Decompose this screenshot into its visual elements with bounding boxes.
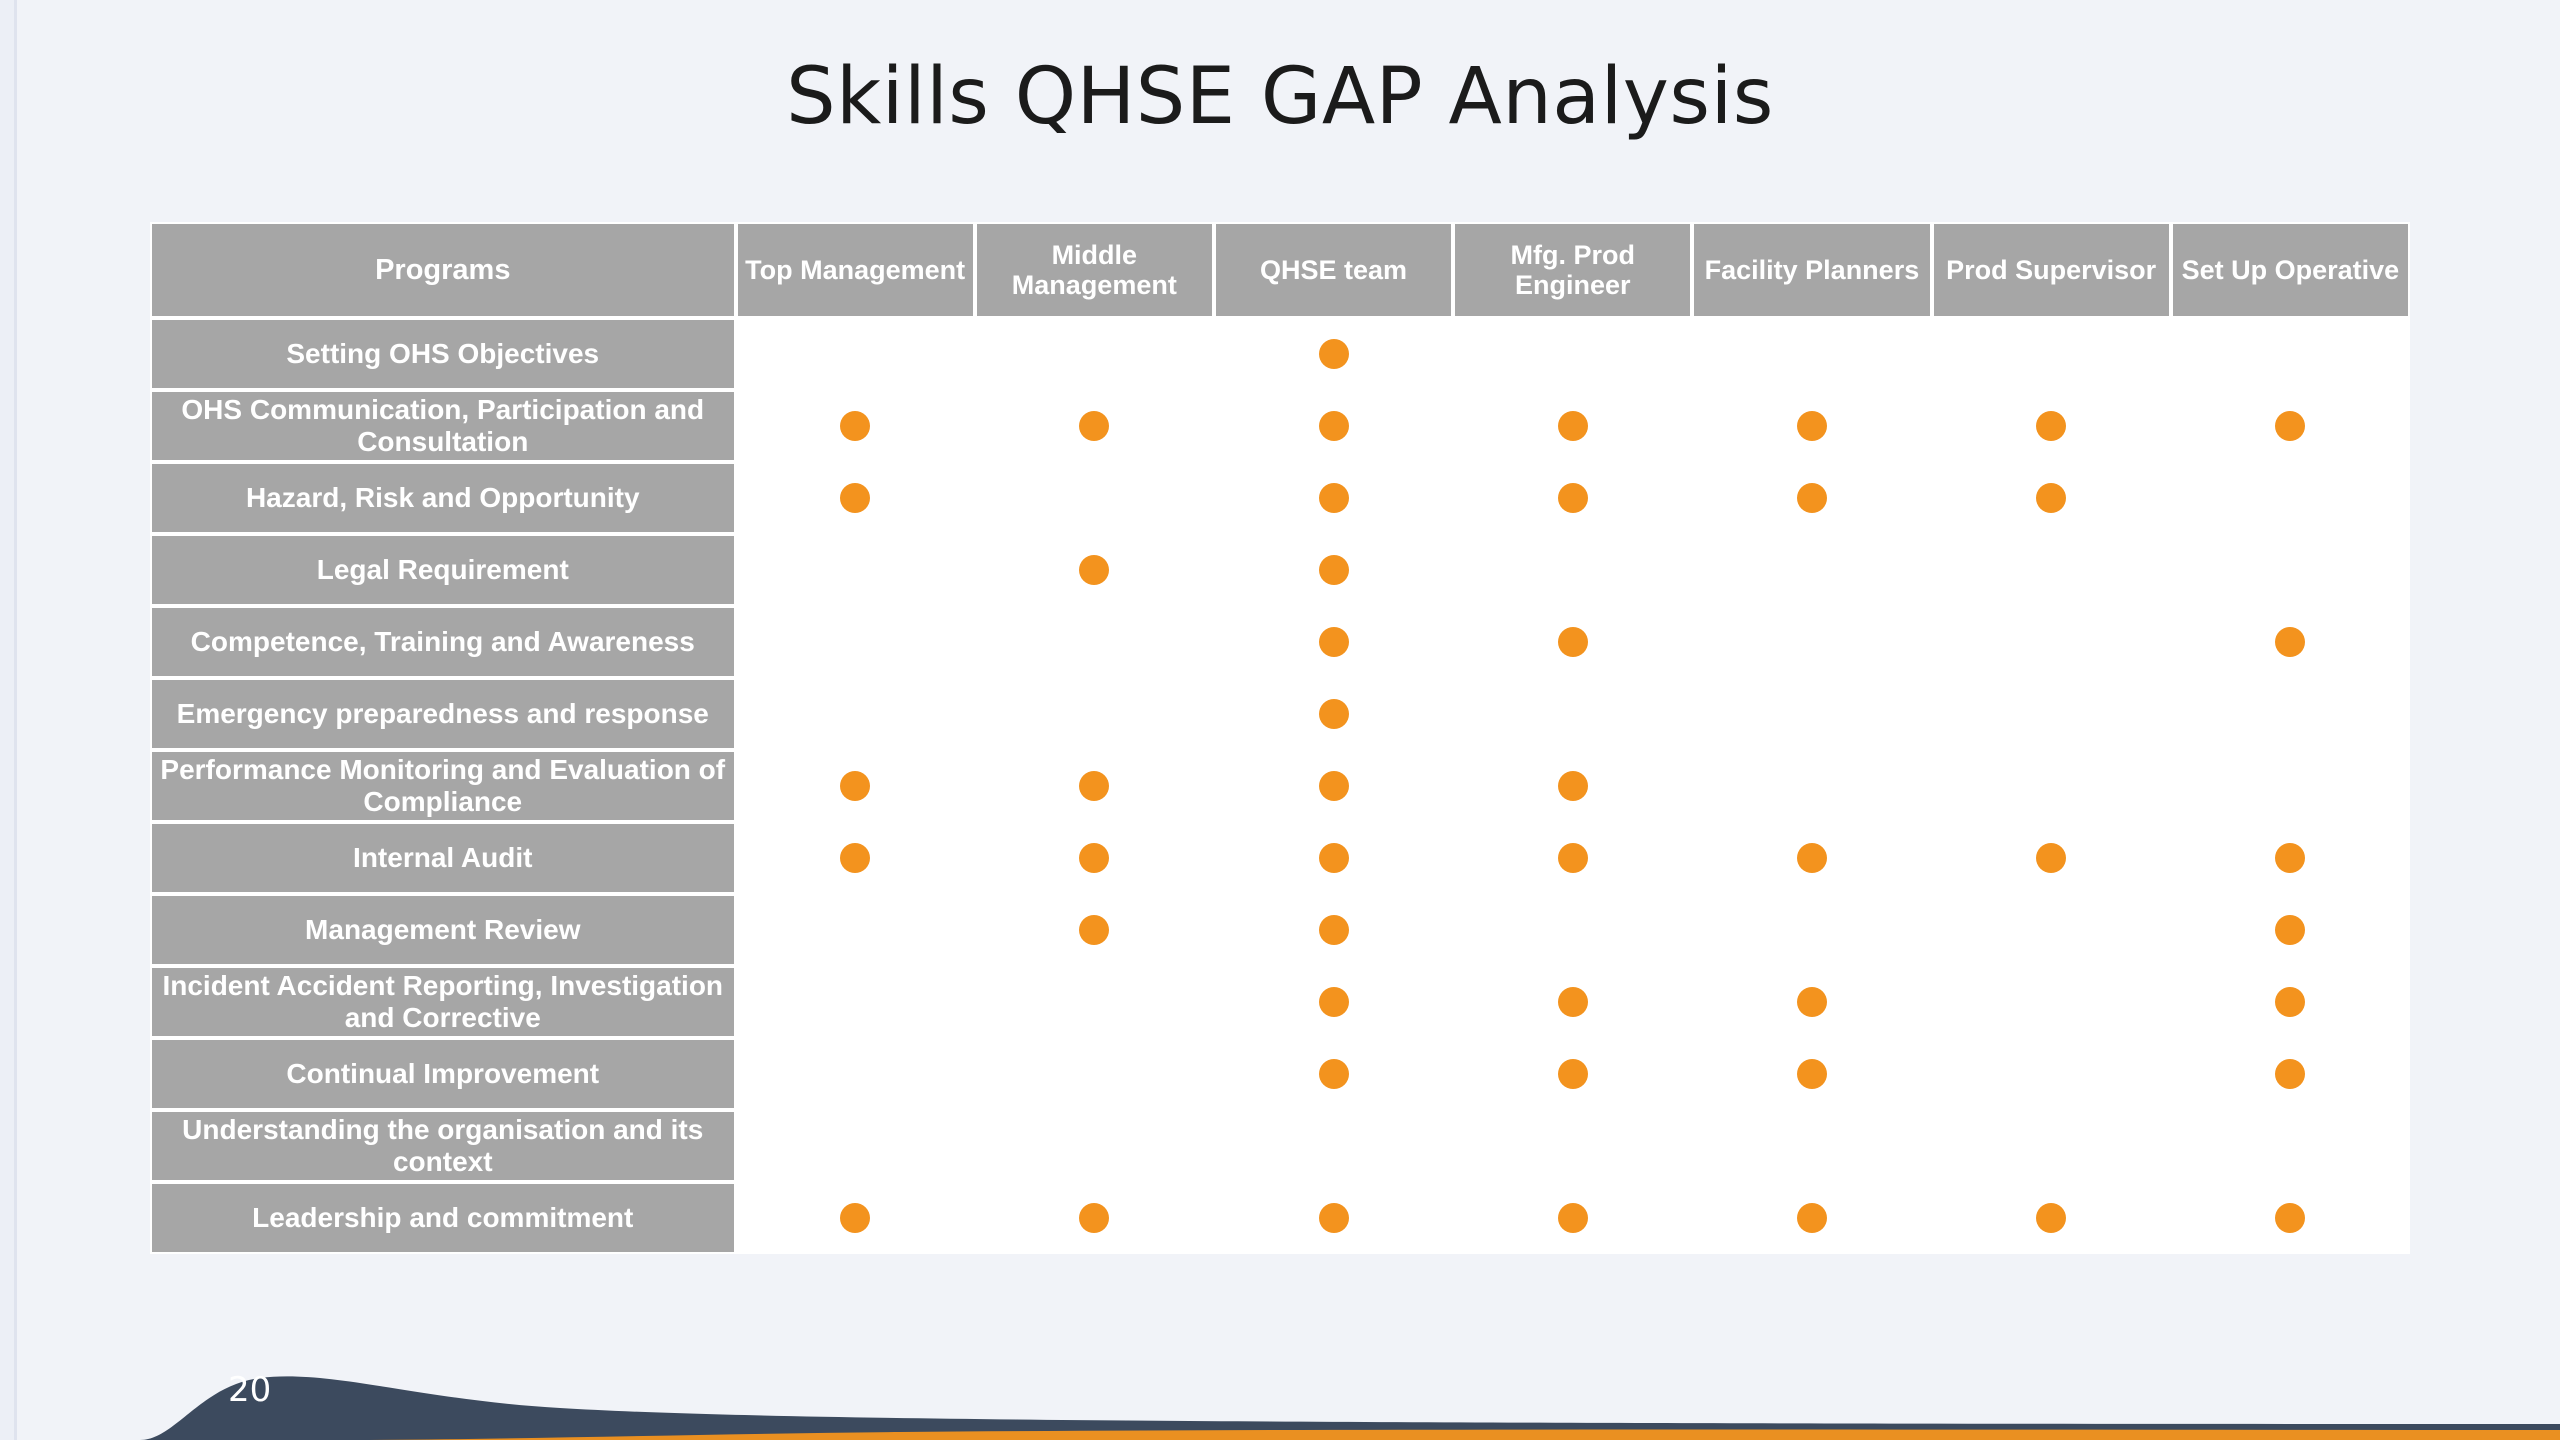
dot-marker-icon: [1558, 1059, 1588, 1089]
cell-marked: [1214, 750, 1453, 822]
column-header-top-management: Top Management: [736, 222, 975, 318]
cell-empty: [975, 966, 1214, 1038]
cell-marked: [1214, 606, 1453, 678]
cell-marked: [736, 822, 975, 894]
cell-marked: [1453, 606, 1692, 678]
table-row: [150, 966, 2410, 1038]
dot-marker-icon: [1319, 1059, 1349, 1089]
cell-marked: [736, 1182, 975, 1254]
cell-marked: [975, 534, 1214, 606]
cell-marked: [1214, 1182, 1453, 1254]
dot-marker-icon: [2275, 843, 2305, 873]
dot-marker-icon: [1319, 987, 1349, 1017]
dot-marker-icon: [1319, 843, 1349, 873]
table-row: [150, 606, 2410, 678]
cell-marked: [1932, 390, 2171, 462]
dot-marker-icon: [2275, 1059, 2305, 1089]
cell-empty: [1932, 1038, 2171, 1110]
column-header-programs: Programs: [150, 222, 736, 318]
dot-marker-icon: [1558, 843, 1588, 873]
left-accent-strip: [0, 0, 17, 1440]
cell-empty: [1692, 1110, 1931, 1182]
cell-marked: [1214, 462, 1453, 534]
cell-empty: [2171, 678, 2410, 750]
row-label: OHS Communication, Participation and Consultation: [150, 390, 736, 462]
cell-empty: [975, 318, 1214, 390]
dot-marker-icon: [840, 771, 870, 801]
dot-marker-icon: [1319, 483, 1349, 513]
cell-marked: [1932, 462, 2171, 534]
dot-marker-icon: [1319, 771, 1349, 801]
table-row: [150, 1038, 2410, 1110]
dot-marker-icon: [1797, 843, 1827, 873]
column-header-mfg-prod-engineer: Mfg. Prod Engineer: [1453, 222, 1692, 318]
column-header-prod-supervisor: Prod Supervisor: [1932, 222, 2171, 318]
cell-empty: [975, 462, 1214, 534]
column-header-facility-planners: Facility Planners: [1692, 222, 1931, 318]
cell-empty: [2171, 534, 2410, 606]
cell-empty: [975, 1110, 1214, 1182]
table-row: [150, 1110, 2410, 1182]
cell-marked: [2171, 1038, 2410, 1110]
cell-empty: [1932, 534, 2171, 606]
cell-marked: [1214, 894, 1453, 966]
dot-marker-icon: [1558, 627, 1588, 657]
cell-empty: [1453, 894, 1692, 966]
cell-marked: [975, 822, 1214, 894]
column-header-qhse-team: QHSE team: [1214, 222, 1453, 318]
page-number: 20: [228, 1370, 272, 1410]
dot-marker-icon: [1079, 411, 1109, 441]
cell-empty: [1692, 606, 1931, 678]
dot-marker-icon: [840, 483, 870, 513]
dot-marker-icon: [2275, 1203, 2305, 1233]
dot-marker-icon: [1319, 915, 1349, 945]
gap-analysis-table: [150, 222, 2410, 1254]
dot-marker-icon: [1558, 771, 1588, 801]
row-label: Internal Audit: [150, 822, 736, 894]
cell-empty: [1932, 966, 2171, 1038]
cell-marked: [736, 462, 975, 534]
dot-marker-icon: [2275, 411, 2305, 441]
dot-marker-icon: [1558, 987, 1588, 1017]
cell-empty: [736, 1038, 975, 1110]
dot-marker-icon: [1797, 987, 1827, 1017]
cell-empty: [736, 1110, 975, 1182]
cell-empty: [1932, 1110, 2171, 1182]
cell-marked: [1453, 1038, 1692, 1110]
cell-marked: [1932, 1182, 2171, 1254]
row-label: Competence, Training and Awareness: [150, 606, 736, 678]
cell-marked: [2171, 390, 2410, 462]
dot-marker-icon: [2275, 627, 2305, 657]
dot-marker-icon: [2275, 915, 2305, 945]
dot-marker-icon: [1797, 1203, 1827, 1233]
dot-marker-icon: [840, 843, 870, 873]
cell-marked: [1692, 390, 1931, 462]
cell-empty: [736, 966, 975, 1038]
row-label: Management Review: [150, 894, 736, 966]
cell-marked: [1214, 1038, 1453, 1110]
cell-marked: [736, 390, 975, 462]
table-row: [150, 822, 2410, 894]
cell-empty: [2171, 750, 2410, 822]
cell-empty: [1692, 318, 1931, 390]
cell-empty: [1692, 678, 1931, 750]
cell-marked: [1453, 390, 1692, 462]
cell-marked: [736, 750, 975, 822]
cell-empty: [1932, 894, 2171, 966]
cell-marked: [1692, 966, 1931, 1038]
row-label: Setting OHS Objectives: [150, 318, 736, 390]
dot-marker-icon: [1319, 339, 1349, 369]
cell-empty: [1692, 894, 1931, 966]
cell-marked: [975, 1182, 1214, 1254]
cell-marked: [975, 750, 1214, 822]
dot-marker-icon: [1079, 1203, 1109, 1233]
dot-marker-icon: [2275, 987, 2305, 1017]
cell-marked: [975, 390, 1214, 462]
cell-empty: [1932, 750, 2171, 822]
page-title: Skills QHSE GAP Analysis: [786, 52, 1774, 142]
dot-marker-icon: [1558, 483, 1588, 513]
cell-marked: [2171, 606, 2410, 678]
row-label: Understanding the organisation and its context: [150, 1110, 736, 1182]
dot-marker-icon: [1558, 1203, 1588, 1233]
cell-empty: [1453, 318, 1692, 390]
cell-empty: [1932, 678, 2171, 750]
dot-marker-icon: [1319, 627, 1349, 657]
cell-empty: [2171, 1110, 2410, 1182]
cell-empty: [736, 606, 975, 678]
table-body: [150, 318, 2410, 1254]
dot-marker-icon: [1079, 915, 1109, 945]
dot-marker-icon: [2036, 411, 2066, 441]
table-row: [150, 678, 2410, 750]
dot-marker-icon: [1319, 411, 1349, 441]
cell-marked: [1453, 822, 1692, 894]
column-header-middle-management: Middle Management: [975, 222, 1214, 318]
cell-empty: [736, 318, 975, 390]
row-label: Performance Monitoring and Evaluation of Compliance: [150, 750, 736, 822]
gap-analysis-table-wrapper: [150, 222, 2410, 1254]
cell-empty: [1692, 750, 1931, 822]
row-label: Continual Improvement: [150, 1038, 736, 1110]
cell-marked: [1214, 822, 1453, 894]
dot-marker-icon: [1797, 483, 1827, 513]
table-row: [150, 390, 2410, 462]
cell-empty: [1692, 534, 1931, 606]
cell-marked: [2171, 966, 2410, 1038]
cell-marked: [1692, 822, 1931, 894]
dot-marker-icon: [2036, 483, 2066, 513]
cell-marked: [1453, 462, 1692, 534]
row-label: Leadership and commitment: [150, 1182, 736, 1254]
cell-empty: [1214, 1110, 1453, 1182]
cell-empty: [975, 678, 1214, 750]
cell-empty: [1932, 318, 2171, 390]
cell-marked: [1453, 966, 1692, 1038]
column-header-set-up-operative: Set Up Operative: [2171, 222, 2410, 318]
dot-marker-icon: [1797, 1059, 1827, 1089]
dot-marker-icon: [2036, 1203, 2066, 1233]
cell-marked: [1453, 1182, 1692, 1254]
cell-empty: [2171, 318, 2410, 390]
row-label: Incident Accident Reporting, Investigation and Corrective: [150, 966, 736, 1038]
dot-marker-icon: [2036, 843, 2066, 873]
cell-marked: [2171, 894, 2410, 966]
cell-marked: [2171, 1182, 2410, 1254]
table-row: [150, 462, 2410, 534]
table-row: [150, 318, 2410, 390]
cell-marked: [1214, 390, 1453, 462]
table-row: [150, 1182, 2410, 1254]
cell-empty: [1453, 1110, 1692, 1182]
dot-marker-icon: [1079, 771, 1109, 801]
cell-marked: [1214, 318, 1453, 390]
dot-marker-icon: [1319, 555, 1349, 585]
row-label: Emergency preparedness and response: [150, 678, 736, 750]
cell-empty: [975, 1038, 1214, 1110]
cell-marked: [1214, 678, 1453, 750]
dot-marker-icon: [1079, 555, 1109, 585]
cell-empty: [975, 606, 1214, 678]
cell-marked: [1692, 462, 1931, 534]
cell-marked: [1214, 966, 1453, 1038]
table-header-row: [150, 222, 2410, 318]
cell-marked: [1932, 822, 2171, 894]
row-label: Hazard, Risk and Opportunity: [150, 462, 736, 534]
dot-marker-icon: [1079, 843, 1109, 873]
dot-marker-icon: [1797, 411, 1827, 441]
cell-marked: [1692, 1038, 1931, 1110]
cell-marked: [2171, 822, 2410, 894]
dot-marker-icon: [1319, 1203, 1349, 1233]
cell-empty: [1453, 678, 1692, 750]
footer-decoration: [0, 1300, 2560, 1440]
cell-empty: [736, 894, 975, 966]
row-label: Legal Requirement: [150, 534, 736, 606]
cell-empty: [736, 678, 975, 750]
dot-marker-icon: [840, 1203, 870, 1233]
table-row: [150, 534, 2410, 606]
cell-empty: [1932, 606, 2171, 678]
cell-empty: [736, 534, 975, 606]
dot-marker-icon: [1319, 699, 1349, 729]
cell-marked: [1453, 750, 1692, 822]
cell-marked: [1692, 1182, 1931, 1254]
cell-marked: [1214, 534, 1453, 606]
cell-empty: [1453, 534, 1692, 606]
cell-empty: [2171, 462, 2410, 534]
cell-marked: [975, 894, 1214, 966]
table-row: [150, 894, 2410, 966]
table-row: [150, 750, 2410, 822]
dot-marker-icon: [840, 411, 870, 441]
dot-marker-icon: [1558, 411, 1588, 441]
